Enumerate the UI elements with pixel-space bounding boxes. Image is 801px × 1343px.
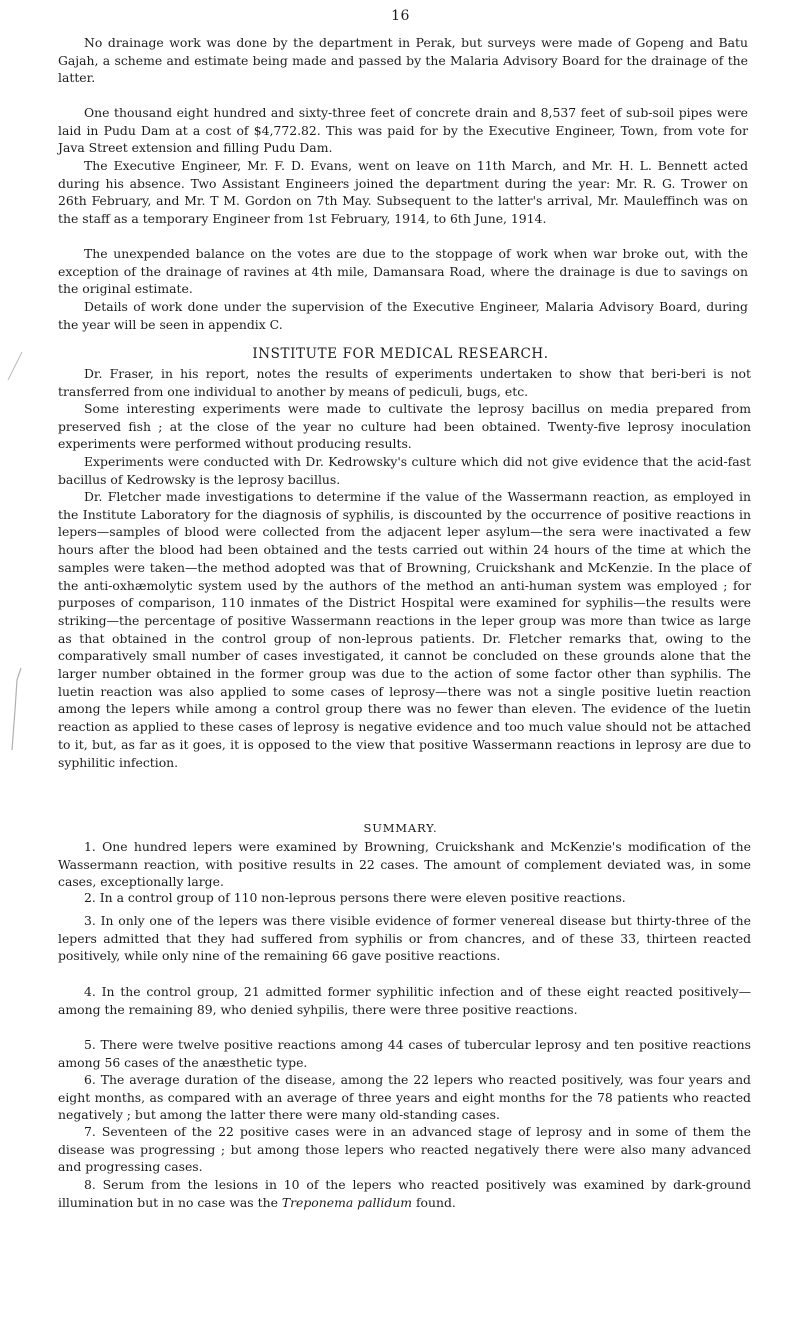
summary-item-3: 3. In only one of the lepers was there visible evidence of former venereal disease but thirty-three of the lepers admitted that they had suffered from syphilis or from chancres, and of these 33, thirteen reacted positively, while only nine of the remaining 66 gave positive reactions.	[58, 913, 751, 964]
paragraph-kedrowsky: Experiments were conducted with Dr. Kedrowsky's culture which did not give evidence that the acid-fast bacillus of Kedrowsky is the leprosy bacillus.	[58, 454, 751, 487]
summary-item-5: 5. There were twelve positive reactions among 44 cases of tubercular leprosy and ten positive reactions among 56 cases of the anæsthetic type.	[58, 1037, 751, 1070]
paragraph-wassermann: Dr. Fletcher made investigations to determine if the value of the Wassermann reaction, as employed in the Institute Laboratory for the diagnosis of syphilis, is discounted by the occurrence of positive reactions in lepers—samples of blood were collected from the adjacent leper asylum—the sera were inactivated a few hours after the blood had been obtained and the tests carried out within 24 hours of the time at which the samples were taken—the method adopted was that of Browning, Cruickshank and McKenzie. In the place of the anti-oxhæmolytic system used by the authors of the method an anti-human system was employed ; for purposes of comparison, 110 inmates of the District Hospital were examined for syphilis—the results were striking—the percentage of positive Wassermann reactions in the leper group was more than twice as large as that obtained in the control group of non-leprous patients. Dr. Fletcher remarks that, owing to the comparatively small number of cases investigated, it cannot be concluded on these grounds alone that the larger number obtained in the former group was due to the action of some factor other than syphilis. The luetin reaction was also applied to some cases of leprosy—there was not a single positive luetin reaction among the lepers while among a control group there was no fewer than eleven. The evidence of the luetin reaction as applied to these cases of leprosy is negative evidence and too much value should not be attached to it, but, as far as it goes, it is opposed to the view that positive Wassermann reactions in leprosy are due to syphilitic infection.	[58, 489, 751, 770]
paragraph-beri-beri: Dr. Fraser, in his report, notes the results of experiments undertaken to show that beri-beri is not transferred from one individual to another by means of pediculi, bugs, etc.	[58, 366, 751, 399]
summary-item-2: 2. In a control group of 110 non-leprous persons there were eleven positive reactions.	[84, 890, 626, 905]
page-number: 16	[391, 8, 410, 24]
summary-item-7: 7. Seventeen of the 22 positive cases were in an advanced stage of leprosy and in some of them the disease was progressing ; but among those lepers who reacted negatively there were also many advanced and progressing cases.	[58, 1124, 751, 1175]
summary-item-4: 4. In the control group, 21 admitted former syphilitic infection and of these eight reacted positively—among the remaining 89, who denied syhpilis, there were three positive reactions.	[58, 984, 751, 1017]
summary-item-1: 1. One hundred lepers were examined by Browning, Cruickshank and McKenzie's modification of the Wassermann reaction, with positive results in 22 cases. The amount of complement deviated was, in some cases, exceptionally large.	[58, 839, 751, 890]
summary-item-8-end: found.	[412, 1194, 456, 1210]
summary-item-8	[58, 1176, 751, 1211]
summary-item-6: 6. The average duration of the disease, among the 22 lepers who reacted positively, was four years and eight months, as compared with an average of three years and eight months for the 78 patients who reacted negatively ; but among the latter there were many old-standing cases.	[58, 1072, 751, 1123]
species-name: Treponema pallidum	[281, 1194, 413, 1210]
paragraph-unexpended-balance: The unexpended balance on the votes are due to the stoppage of work when war broke out, with the exception of the drainage of ravines at 4th mile, Damansara Road, where the drainage is due to savings on the original estimate.	[58, 246, 748, 297]
paragraph-appendix-c: Details of work done under the supervision of the Executive Engineer, Malaria Advisory Board, during the year will be seen in appendix C.	[58, 299, 748, 332]
pencil-margin-mark	[0, 350, 26, 770]
paragraph-engineer-staff: The Executive Engineer, Mr. F. D. Evans, went on leave on 11th March, and Mr. H. L. Bennett acted during his absence. Two Assistant Engineers joined the department during the year: Mr. R. G. Trower on 26th February, and Mr. T M. Gordon on 7th May. Subsequent to the latter's arrival, Mr. Mauleffinch was on the staff as a temporary Engineer from 1st February, 1914, to 6th June, 1914.	[58, 158, 748, 227]
summary-item-8-text: 8. Serum from the lesions in 10 of the lepers who reacted positively was examined by dark-ground illumination but in no case was the	[58, 1177, 751, 1210]
paragraph-perak-drainage: No drainage work was done by the department in Perak, but surveys were made of Gopeng and Batu Gajah, a scheme and estimate being made and passed by the Malaria Advisory Board for the drainage of the latter.	[58, 35, 748, 86]
paragraph-pudu-dam: One thousand eight hundred and sixty-three feet of concrete drain and 8,537 feet of sub-soil pipes were laid in Pudu Dam at a cost of $4,772.82. This was paid for by the Executive Engineer, Town, from vote for Java Street extension and filling Pudu Dam.	[58, 105, 748, 156]
paragraph-leprosy-culture: Some interesting experiments were made to cultivate the leprosy bacillus on media prepared from preserved fish ; at the close of the year no culture had been obtained. Twenty-five leprosy inoculation experiments were performed without producing results.	[58, 401, 751, 452]
section-heading-institute: INSTITUTE FOR MEDICAL RESEARCH.	[252, 346, 549, 362]
summary-heading: SUMMARY.	[363, 821, 438, 835]
